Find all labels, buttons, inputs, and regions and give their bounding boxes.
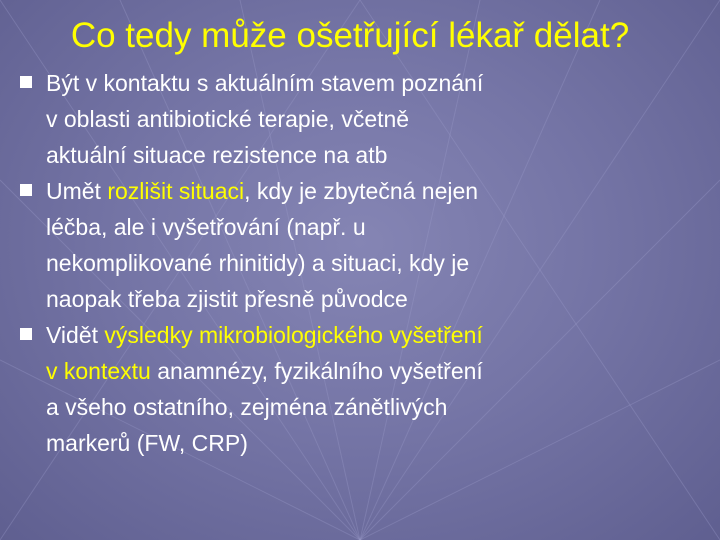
bullet-text: Umět — [46, 178, 108, 204]
square-bullet-icon — [20, 328, 32, 340]
bullet-text: naopak třeba zjistit přesně původce — [46, 286, 408, 312]
bullet-text: Být v kontaktu s aktuálním stavem poznání — [46, 70, 484, 96]
highlighted-text: rozlišit situaci — [107, 178, 245, 204]
bullet-line — [46, 101, 660, 137]
slide-title: Co tedy může ošetřující lékař dělat? — [70, 16, 630, 55]
bullet-line — [46, 173, 660, 209]
bullet-line — [46, 65, 660, 101]
bullet-line — [46, 281, 660, 317]
bullet-text: markerů (FW, CRP) — [46, 430, 248, 456]
bullet-line — [46, 425, 660, 461]
square-bullet-icon — [20, 184, 32, 196]
bullet-line — [46, 317, 660, 353]
bullet-text: Vidět — [46, 322, 105, 348]
bullet-line — [46, 245, 660, 281]
highlighted-text: v kontextu — [46, 358, 151, 384]
bullet-text: nekomplikované rhinitidy) a situaci, kdy je — [46, 250, 470, 276]
bullet-text: anamnézy, fyzikálního vyšetření — [150, 358, 483, 384]
bullet-line — [46, 137, 660, 173]
bullet-text: aktuální situace rezistence na atb — [46, 142, 388, 168]
bullet-text: , kdy je zbytečná nejen — [244, 178, 479, 204]
bullet-text: v oblasti antibiotické terapie, včetně — [46, 106, 410, 132]
bullet-line — [46, 209, 660, 245]
bullet-text: a všeho ostatního, zejména zánětlivých — [46, 394, 448, 420]
bullet-item — [20, 317, 660, 461]
bullet-item — [20, 65, 660, 173]
bullet-item — [20, 173, 660, 317]
bullet-line — [46, 353, 660, 389]
highlighted-text: výsledky mikrobiologického vyšetření — [104, 322, 483, 348]
bullet-text: léčba, ale i vyšetřování (např. u — [46, 214, 366, 240]
square-bullet-icon — [20, 76, 32, 88]
bullet-line — [46, 389, 660, 425]
bullet-list — [20, 65, 660, 461]
